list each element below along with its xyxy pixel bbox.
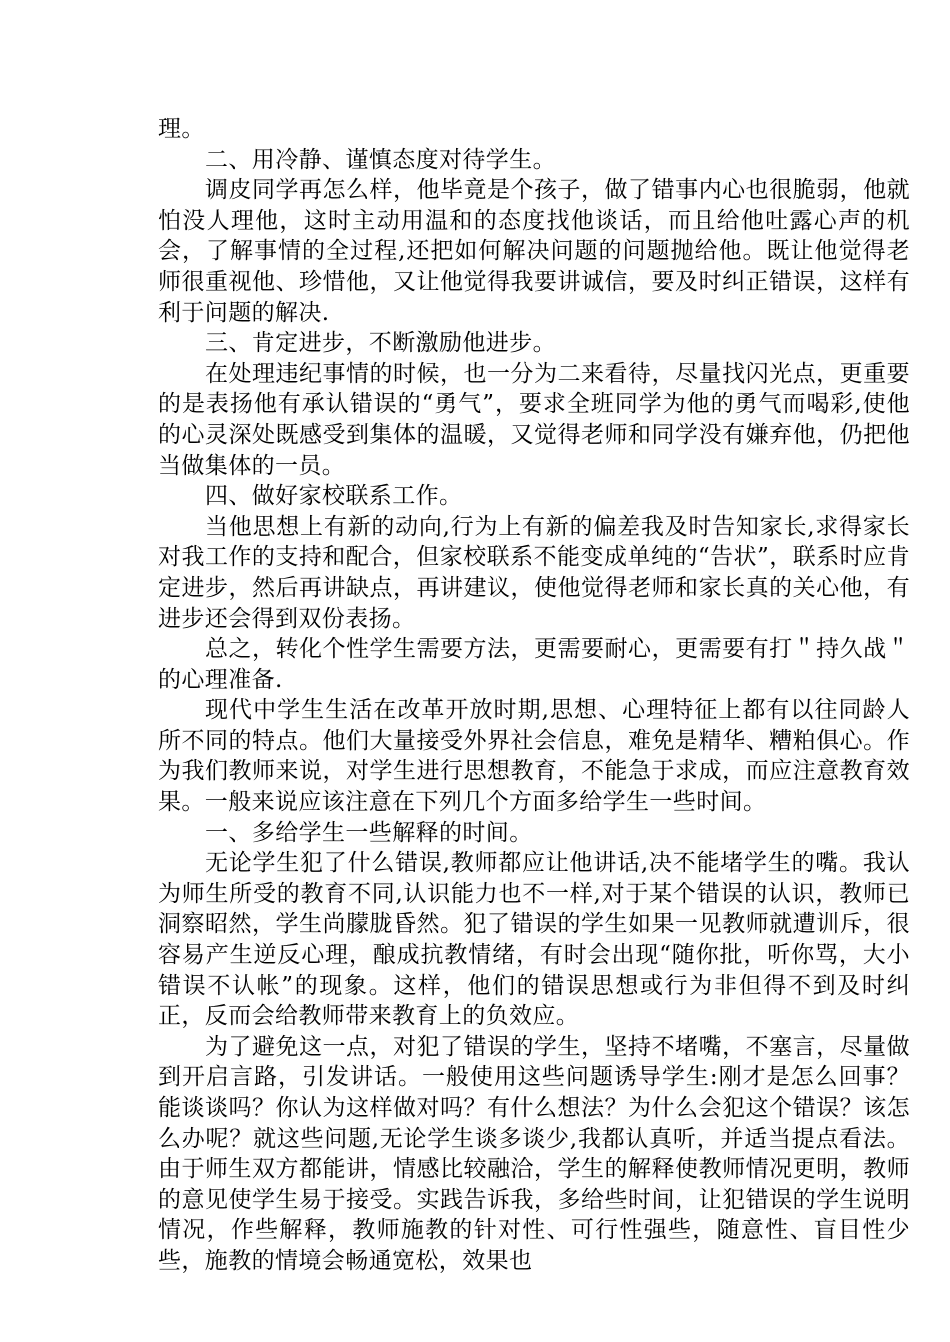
paragraph-1: 理。: [158, 116, 205, 142]
document-body: [158, 114, 910, 1277]
paragraph-5: 在处理违纪事情的时候，也一分为二来看待，尽量找闪光点，更重要的是表扬他有承认错误的“勇气”，要求全班同学为他的勇气而喝彩,使他的心灵深处既感受到集体的温暖，又觉得老师和同学没有嫌弃他，仍把他当做集体的一员。: [158, 360, 910, 479]
paragraph-summary: 总之，转化个性学生需要方法，更需要耐心，更需要有打＂持久战＂的心理准备.: [158, 636, 910, 693]
paragraph-9: 现代中学生生活在改革开放时期,思想、心理特征上都有以往同龄人所不同的特点。他们大量接受外界社会信息，难免是精华、糟粕俱心。作为我们教师来说，对学生进行思想教育，不能急于求成，而应注意教育效果。一般来说应该注意在下列几个方面多给学生一些时间。: [158, 697, 910, 816]
section-heading-2: 二、用冷静、谨慎态度对待学生。: [205, 146, 556, 173]
section-heading-1: 一、多给学生一些解释的时间。: [205, 819, 533, 846]
paragraph-3: 调皮同学再怎么样，他毕竟是个孩子，做了错事内心也很脆弱，他就怕没人理他，这时主动用温和的态度找他谈话，而且给他吐露心声的机会，了解事情的全过程,还把如何解决问题的问题抛给他。既让他觉得老师很重视他、珍惜他，又让他觉得我要讲诚信，要及时纠正错误，这样有利于问题的解决.: [158, 177, 910, 326]
paragraph-12: 为了避免这一点，对犯了错误的学生，坚持不堵嘴，不塞言，尽量做到开启言路，引发讲话。一般使用这些问题诱导学生:刚才是怎么回事？能谈谈吗？你认为这样做对吗？有什么想法？为什么会犯这个错误？该怎么办呢？就这些问题,无论学生谈多谈少,我都认真听，并适当提点看法。由于师生双方都能讲，情感比较融洽，学生的解释使教师情况更明，教师的意见使学生易于接受。实践告诉我，多给些时间，让犯错误的学生说明情况，作些解释，教师施教的针对性、可行性强些，随意性、盲目性少些，施教的情境会畅通宽松，效果也: [158, 1033, 910, 1274]
section-heading-3: 三、肯定进步，不断激励他进步。: [205, 330, 556, 357]
paragraph-11: 无论学生犯了什么错误,教师都应让他讲话,决不能堵学生的嘴。我认为师生所受的教育不同,认识能力也不一样,对于某个错误的认识，教师已洞察昭然，学生尚朦胧昏然。犯了错误的学生如果一见教师就遭训斥，很容易产生逆反心理，酿成抗教情绪，有时会出现“随你批，听你骂，大小错误不认帐”的现象。这样，他们的错误思想或行为非但得不到及时纠正，反而会给教师带来教育上的负效应。: [158, 850, 910, 1030]
paragraph-7: 当他思想上有新的动向,行为上有新的偏差我及时告知家长,求得家长对我工作的支持和配合，但家校联系不能变成单纯的“告状”，联系时应肯定进步，然后再讲缺点，再讲建议，使他觉得老师和家长真的关心他，有进步还会得到双份表扬。: [158, 513, 910, 632]
section-heading-4: 四、做好家校联系工作。: [205, 483, 463, 510]
